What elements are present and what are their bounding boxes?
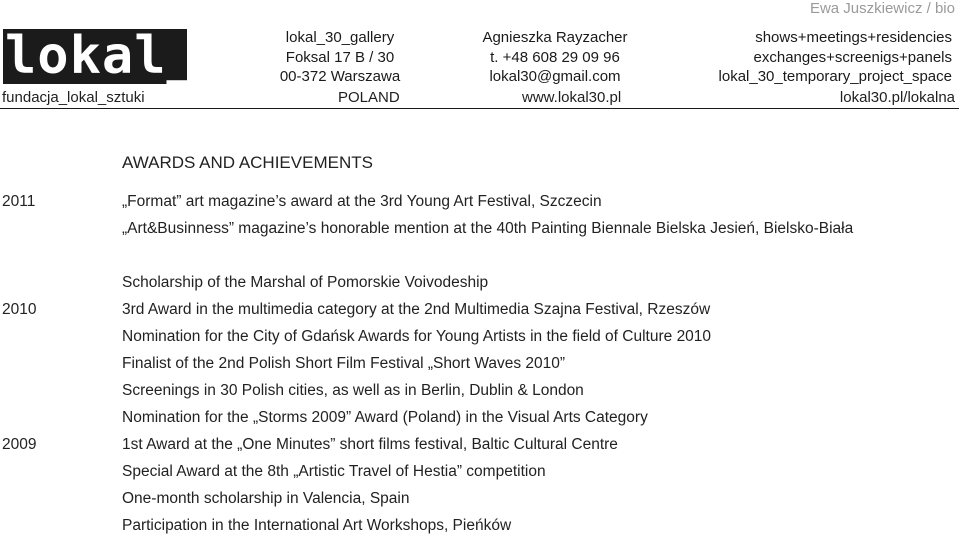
contact-block [470, 28, 640, 87]
lokal30-logo: lokal_30 [5, 26, 264, 86]
award-text: 3rd Award in the multimedia category at the 2nd Multimedia Szajna Festival, Rzeszów [122, 301, 711, 318]
author-bio-link[interactable]: Ewa Juszkiewicz / bio [809, 0, 955, 17]
lokalna-link[interactable]: lokal30.pl/lokalna [839, 89, 955, 106]
contact-email[interactable]: lokal30@gmail.com [489, 68, 621, 85]
program-line-3: lokal_30_temporary_project_space [718, 68, 952, 85]
award-text: „Art&Businness” magazine’s honorable mention at the 40th Painting Biennale Bielska Jesień, Bielsko-Biała [122, 220, 854, 237]
award-entry [0, 219, 959, 273]
award-text: Finalist of the 2nd Polish Short Film Festival „Short Waves 2010” [122, 355, 566, 372]
website-link[interactable]: www.lokal30.pl [522, 89, 622, 106]
award-year: 2011 [2, 193, 36, 210]
award-text: Scholarship of the Marshal of Pomorskie Voivodeship [122, 274, 489, 291]
program-line-2: exchanges+screenigs+panels [753, 48, 952, 66]
gallery-city: 00-372 Warszawa [279, 68, 401, 85]
gallery-name: lokal_30_gallery [285, 29, 395, 46]
awards-list [0, 192, 959, 543]
contact-name: Agnieszka Rayzacher [482, 29, 628, 46]
header-divider [0, 108, 959, 109]
country-label: POLAND [338, 89, 400, 106]
header-footer-row [2, 88, 955, 108]
award-year: 2010 [2, 301, 37, 318]
section-title: AWARDS AND ACHIEVEMENTS [122, 153, 373, 172]
award-entry [0, 516, 959, 543]
award-text: Screenings in 30 Polish cities, as well as in Berlin, Dublin & London [122, 382, 584, 399]
award-year: 2009 [2, 436, 37, 453]
gallery-street: Foksal 17 B / 30 [285, 48, 395, 66]
contact-phone: t. +48 608 29 09 96 [490, 48, 620, 66]
award-text: „Format” art magazine’s award at the 3rd Young Art Festival, Szczecin [122, 193, 602, 210]
award-text: Nomination for the „Storms 2009” Award (Poland) in the Visual Arts Category [122, 409, 648, 426]
award-text: Nomination for the City of Gdańsk Awards for Young Artists in the field of Culture 2010 [122, 328, 712, 345]
gallery-address [270, 28, 410, 87]
award-text: Special Award at the 8th „Artistic Travel of Hestia” competition [122, 463, 546, 480]
foundation-name: fundacja_lokal_sztuki [2, 89, 145, 106]
award-text: One-month scholarship in Valencia, Spain [122, 490, 410, 507]
program-line-1: shows+meetings+residencies [755, 29, 952, 46]
award-text: 1st Award at the „One Minutes” short films festival, Baltic Cultural Centre [122, 436, 618, 453]
award-text: Participation in the International Art Workshops, Pieńków [122, 517, 512, 534]
programs-block [652, 28, 952, 87]
